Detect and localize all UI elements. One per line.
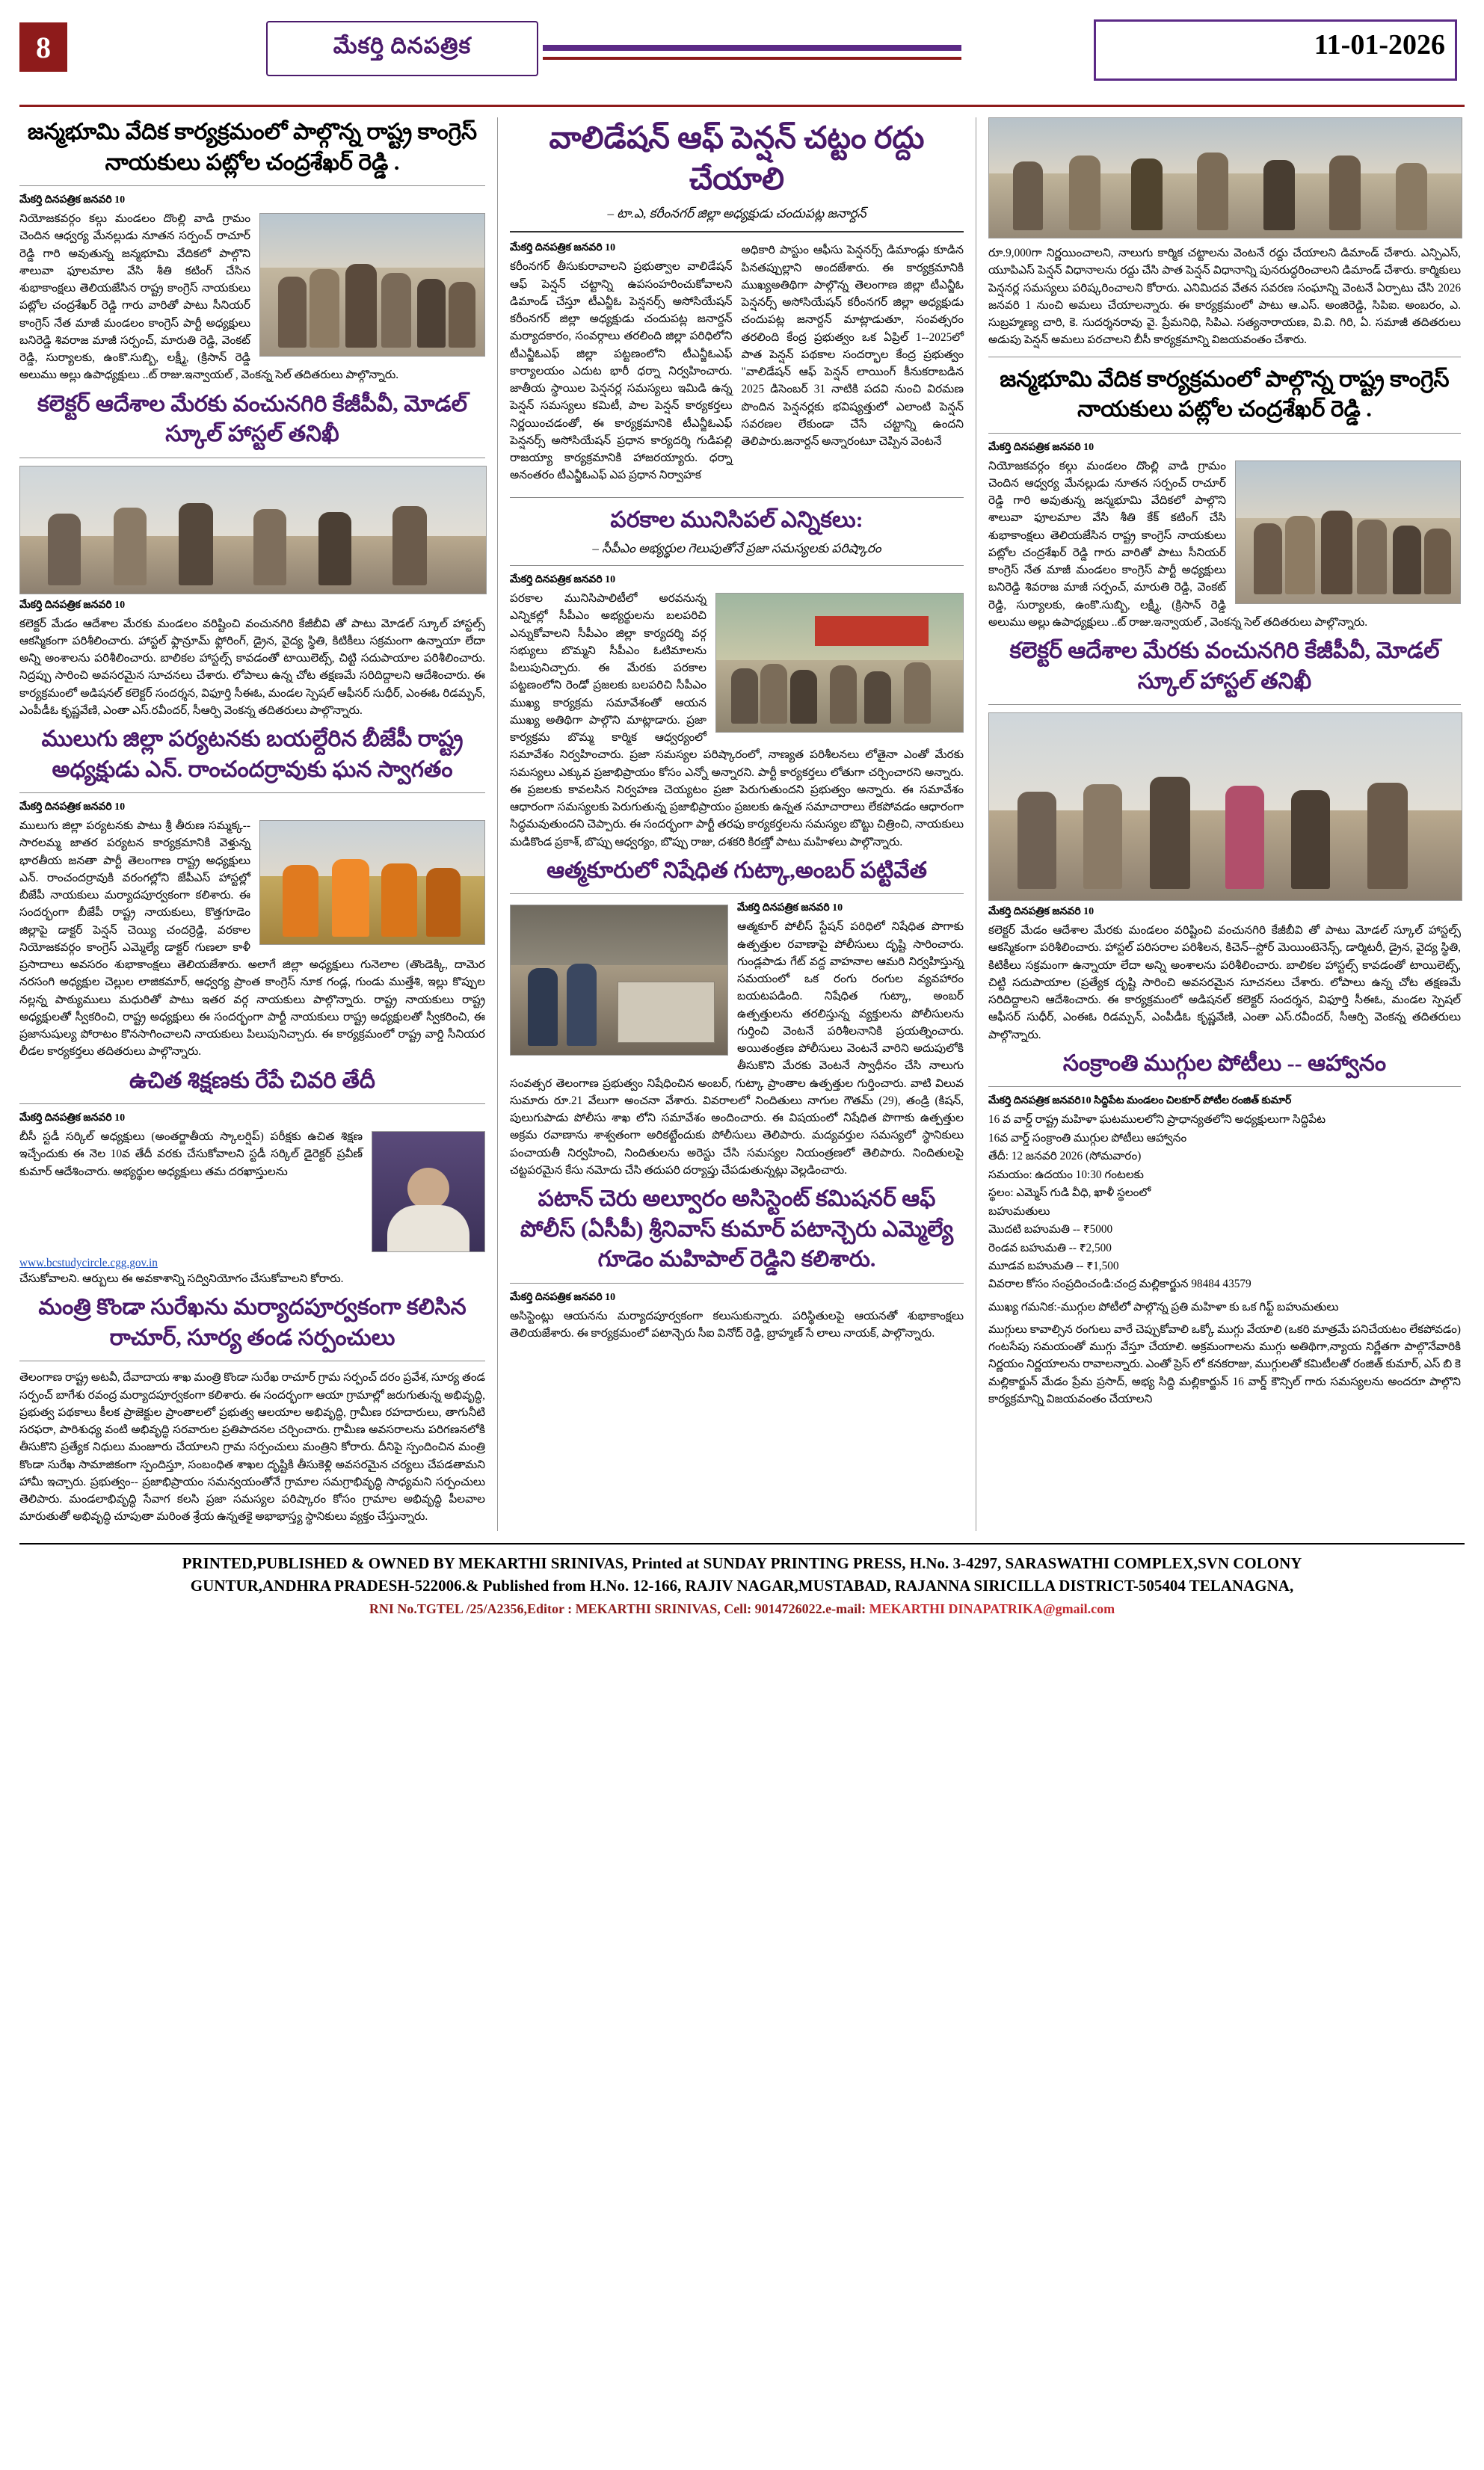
article-6-photo (715, 593, 964, 733)
article-8-body: అసిస్టెంట్లు ఆయనను మర్యాదపూర్వకంగా కలుసుకున్నారు. పరిస్థితులపై ఆయనతో శుభాకాంక్షలు తెలియజేశారు. ఈ కార్యక్రమంలో పటాన్చెరు సీఐ వినోద్ రెడ్డి, బ్రాహ్మణ్ సే లాలు నాయక్, పాల్గొన్నారు. (510, 1309, 964, 1340)
contest-rules: ముగ్గులు కావాల్సిన రంగులు వారే చెప్పుకోవాలి ఒక్కో ముగ్గు వేయాలి (ఒకరి మాత్రమే పనిచేయటం లేకపోవడం) గంటసేపు సమయంతో ముగ్గు వేస్తూ చేయాలి. అక్రమంగాలను ముగ్గు అతిథిగా,న్యాయ నిర్ణేతగా పాల్గొనేవారికి నిర్ణయం నిర్ణయాలను రావాలన్నారు. ఎంతో ప్రెస్ లో కనకరాజు, ముగ్గులతో కమిటీలతో రంజిత్ కుమార్, ఎస్ బి కె మల్లికార్జున్ మేడం ప్రేమ ప్రసాద్, అభ్య సిద్ది మల్లికార్జున్ 16 వార్డ్ కౌన్సిల్ గారు సమస్యలను అందరూ పాల్గొని కార్యక్రమాన్ని విజయవంతం చేయాలని (988, 1322, 1461, 1405)
article-6-subheadline: – సీపీఎం అభ్యర్థుల గెలుపుతోనే ప్రజా సమస్యలకు పరిష్కారం (592, 541, 881, 556)
masthead-rule-purple (543, 45, 961, 51)
newspaper-page (0, 15, 1484, 2470)
article-10-body: కలెక్టర్ మేడం ఆదేశాల మేరకు మండలం వరిష్టించి వంచునగిరి కేజీబీవి తో పాటు మోడల్ స్కూల్ హాస్టల్స్ ఆకస్మికంగా పరిశీలించారు. హాస్టల్ పరిసరాల పరిశీలన, కిచెన్--స్టోర్ మెయింటెనెన్స్, డార్మిటరీ, డ్రైన, వైద్య స్థితి, కిటికీలు సక్రమంగా ఉన్నాయా లేదా అన్ని అంశాలను పరిశీలించారు. బాలికల హాస్టల్స్ కావడంతో టాయిలెట్స్, చిట్టి సదుపాయాల (ప్రత్యేక దృష్టి సారించి అవసరమైన సూచనలు చేశారు. లోపాలు ఉన్న చోట తక్షణమే సరిదిద్దాలని ఆదేశించారు. ఈ కార్యక్రమంలో అడిషనల్ కలెక్టర్ సందర్శన, విఫూర్తి సీఈఓ, మండల స్పెషల్ ఆఫీసర్ సుధీర్, ఎంఈఓ రిడమ్పన్, ఎంపీడీఓ కృష్ణవేణి, ఎంతా ఎస్.రవీందర్, సీఆర్పి వెంకన్న తదితరులు పాల్గొన్నారు. (988, 924, 1461, 1041)
contest-line-5: బహుమతులు (988, 1204, 1050, 1218)
article-6-body: పరకాల మునిసిపాలిటీలో అరవనున్న ఎన్నికల్లో సీపీఎం అభ్యర్థులను బలపరిచి ఎన్నుకోవాలని సీపీఎం జిల్లా కార్యదర్శి వర్గ సభ్యులు బొమ్మని సీపీఎం ఓటిమాలను పిలుపునిచ్చారు. ఈ మేరకు పరకాల పట్టణంలోని రెండో ప్రజలకు బలపరిచి సీపీఎం ముఖ్య కార్యక్రమ సమావేశంతో ఆయన ముఖ్య అతిథిగా పాల్గొని మాట్లాడారు. ప్రజా కార్యక్రమ బొమ్మ కార్మిక ఆధ్వర్యంలో సమావేశం నిర్వహించారు. ప్రజా సమస్యల పరిష్కారంలో, నాణ్యత పరిశీలనలు లోతైనా ఎంతో మేరకు సమస్యలు ఎక్కువ ప్రజాభిప్రాయం కోసం ఎన్నో అన్నారని. పార్టీ కార్యకర్తలు లోతుగా చర్చించారని అన్నారు. ఈ ప్రజలకు కావలసిన నిర్వహణ చెయ్యటం ప్రజా పెరుగుతుందని ప్రభుత్వం అన్నారు. ఈ సమావేశం ఆధారంగా సమస్యలకు పెరుగుతున్న ప్రజాభిప్రాయం ప్రజలకు ఉన్నత సమాచారాలు లేకపోవడం ఆధారంగా సిద్ధమవుతుందని చెప్పారు. ఈ సందర్భంగా పార్టీ తరఫు కార్యకర్తలను సమస్యల బొట్టు చిత్రించి, నాయకులు మడికొండ ప్రకాశ్, బొప్పు ఆధ్వర్యం, బొప్పు రాజు, దశకరి కిరణ్తో పాటు మహిళలు పాల్గొన్నారు. (510, 592, 964, 849)
footer-line-1: PRINTED,PUBLISHED & OWNED BY MEKARTHI SRINIVAS, Printed at SUNDAY PRINTING PRESS, H.No. 3-4297, SARASWATHI COMPLEX,SVN COLONY (182, 1553, 1302, 1572)
article-1-headline: జన్మభూమి వేదిక కార్యక్రమంలో పాల్గొన్న రాష్ట్ర కాంగ్రెస్ నాయకులు పట్లోల చంద్రశేఖర్ రెడ్డి . (27, 120, 478, 175)
article-4-photo (372, 1131, 485, 1252)
article-10-photo (988, 712, 1462, 901)
contest-prize-3: మూడవ బహుమతి -- ₹1,500 (988, 1260, 1119, 1272)
article-2-photo (19, 466, 487, 594)
contest-prize-1: మొదటి బహుమతి -- ₹5000 (988, 1223, 1113, 1236)
article-2-byline: మేకర్తి దినపత్రిక జనవరి 10 (19, 599, 126, 611)
publication-date: 11-01-2026 (1314, 29, 1445, 61)
article-5-headline: మంత్రి కొండా సురేఖను మర్యాదపూర్వకంగా కలిసిన రాచూర్, సూర్య తండ సర్పంచులు (38, 1295, 467, 1350)
newspaper-logo (266, 21, 538, 76)
article-4-body: బీసీ స్టడీ సర్కిల్ అధ్యక్షులు (అంతర్జాతీయ స్కాలర్షిప్) పరీక్షకు ఉచిత శిక్షణ ఇచ్చేందుకు ఈ నెల 10వ తేదీ వరకు చేసుకోవాలని స్టడీ సర్కిల్ డైరెక్టర్ ప్రవీణ్ కుమార్ ఆదేశించారు. అభ్యర్థుల అధ్యక్షులు తమ దరఖాస్తులను (19, 1130, 363, 1178)
article-11-byline: మేకర్తి దినపత్రిక జనవరి10 సిద్దిపేట మండలం చిలకూర్ పోటీల రంజిత్ కుమార్ (988, 1095, 1292, 1107)
footer (19, 1543, 1465, 1618)
contest-line-4: స్థలం: ఎమ్మెస్ గుడి వీధి, ఖాళీ స్థలంలో (988, 1186, 1151, 1200)
article-2-headline: కలెక్టర్ ఆదేశాల మేరకు వంచునగిరి కేజీపీవీ, మోడల్ స్కూల్ హాస్టల్ తనిఖీ (37, 391, 467, 446)
masthead (19, 15, 1465, 107)
top-right-photo (988, 117, 1462, 238)
article-2-body: కలెక్టర్ మేడం ఆదేశాల మేరకు మండలం వరిష్టించి వంచునగిరి కేజీబీవి తో పాటు మోడల్ స్కూల్ హాస్టల్స్ ఆకస్మికంగా పరిశీలించారు. హాస్టల్ ఫ్లాన్రూమ్ ఫ్లోరింగ్, డ్రైన, వైద్య స్థితి, కిటికీలు సక్రమంగా ఉన్నాయా లేదా అన్ని అంశాలను పరిశీలించారు. బాలికల హాస్టల్స్ కావడంతో టాయిలెట్స్, చిట్టి సదుపాయాల పరిశీలించారు. నిద్రప్పు సారించి అవసరమైన సూచనలు చేశారు. లోపాలు ఉన్న చోట తక్షణమే సరిదిద్దాలని ఆదేశించారు. ఈ కార్యక్రమంలో అడిషనల్ కలెక్టర్ సందర్శన, విఫూర్తి సీఈఓ, మండల స్పెషల్ ఆఫీసర్ సుధీర్, ఎంఈఓ రిడమ్పన్, ఎంపీడీఓ కృష్ణవేణి, ఎంతా ఎస్.రవీందర్, సీఆర్పి వెంకన్న తదితరులు పాల్గొన్నారు. (19, 617, 485, 717)
contest-details (988, 1111, 1461, 1275)
article-9-headline: జన్మభూమి వేదిక కార్యక్రమంలో పాల్గొన్న రాష్ట్ర కాంగ్రెస్ నాయకులు పట్లోల చంద్రశేఖర్ రెడ్డి . (1000, 366, 1450, 422)
contest-contact: వివరాల కోసం సంప్రదించండి:చంద్ర మల్లికార్జున 98484 43579 (988, 1278, 1251, 1291)
contest-prize-2: రెండవ బహుమతి -- ₹2,500 (988, 1241, 1112, 1254)
article-7-body: ఆత్మకూర్ పోలీస్ స్టేషన్ పరిధిలో నిషేధిత పొగాకు ఉత్పత్తుల రవాణాపై పోలీసులు దృష్టి సారించారు. గుండ్లపాడు గేట్ వద్ద వాహనాల ఆమరి నిర్వహిస్తున్న సమయంలో ఒక రంగు రంగుల వ్యవహారం బయటపడింది. నిషేధిత గుట్కా, అంబర్ ఉత్పత్తులను తరలిస్తున్న వ్యక్తులను పోలీసులను గుర్తించి వెంటనే పరిశీలనానికి ప్రయత్నించారు. అయితంత్రణ పోలీసులు వెంటనే వారిని అదుపులోకి తీసుకొని మేరకు వెంటనే స్వాధీనం చేసి నాలుగు సంవత్సర తెలంగాణ ప్రభుత్వం నిషేధించిన అంబర్, గుట్కా ప్రాంతాల ఉత్పత్తుల గుర్తించారు. వాటి విలువ సుమారు రూ.21 వేలుగా అంచనా వేశారు. వివరాలలో నిందితులు నాగుల గౌతమ్ (29), తండ్రి (కిషన్, పులుగుపాడు పోలీసు శాఖ లోని సమావేశం అందించారు. ఈ విషయంలో నిషేధిత పొగాకు ఉత్పత్తుల అక్రమ రవాణాను శాశ్వతంగా అరికట్టేందుకు పోలీసులు తెలిపారు. మద్యవర్తుల సమస్యలో స్థానికులు పంచాయతీ నిర్వహించి, నిందితులను అరెస్టు చేసి సమస్యల నియంత్రణలో తెలిపారు. నిందితులపై చట్టపరమైన కేసు నమోదు చేసి తదుపరి దర్యాప్తు చేపడుతున్నట్లు వెల్లడించారు. (510, 920, 964, 1177)
newspaper-logo-text: మేకర్తి దినపత్రిక (333, 33, 472, 58)
article-4-byline: మేకర్తి దినపత్రిక జనవరి 10 (19, 1112, 126, 1124)
footer-line-3 (19, 1601, 1465, 1617)
masthead-rule-maroon (543, 57, 961, 60)
article-9-body: నియోజకవర్గం కల్గు మండలం దొంల్లి వాడి గ్రామం చెందిన ఆధ్వర్య మేనల్లుడు నూతన సర్పంచ్ రాచూర్ రెడ్డి గారి అవుతున్న జన్మభూమి వేదికలో పాల్గొని శాలువా ఫూలమాల వేసి శీతి కేక్ కటింగ్ చేసి శుభాకాంక్షలు తెలియజేసిన రాష్ట్ర కాంగ్రెస్ నాయకులు పట్లోల చంద్రశేఖర్ రెడ్డి గారు వారితో పాటు సీనియర్ కాంగ్రెస్ నేత మాజీ మండలం కాంగ్రెస్ పార్టీ అధ్యక్షులు బనిరెడ్డి శివరాజ మాజీ సర్పంచ్, మారుతి రెడ్డి, వెంకట్ రెడ్డి, సుర్యాలకు, ఉంకొ.సుబ్బి, లక్ష్మీ, (క్రిసాన్ రెడ్డి అలుము అల్లు ఉపాధ్యక్షులు ..ట్ రాజు.ఇన్వాయల్ , వెంకన్న సెల్ తదితరులు పాల్గొన్నారు. (988, 459, 1368, 629)
article-5-body: తెలంగాణ రాష్ట్ర అటవీ, దేవాదాయ శాఖ మంత్రి కొండా సురేఖ రాచూర్ గ్రామ సర్పంచ్ దరం ప్రవేశ, సూర్య తండ సర్పంచ్ బాగేశు రవంద్ర మర్యాదపూర్వకంగా కలిశారు. ఈ సందర్భంగా ఆయా గ్రామాల్లో జరుగుతున్న అభివృద్ధి, ప్రభుత్వ పథకాలు కీలక ప్రాజెక్టుల ప్రాంతాలలో ప్రభుత్వ ఆలయాల అభివృద్ధి, గ్రామీణ రహదారులు, తాగునీటి సరఫరా, పారిశుధ్య వంటి అభివృద్ధి సరవారుల ప్రతిపాదనల చర్చించారు. గ్రామీణ అవసరాలను పరిగణనలోకి తీసుకొని ప్రత్యేక నిధులు మంజూరు చేయాలని గ్రామ సర్పంచులు మంత్రిని కోరారు. దీనిపై స్పందించిన మంత్రి కొండా సురేఖ సామాజికంగా స్పందిస్తూ, సంబంధిత శాఖల దృష్టికి తీసుకెళ్లి అవసరమైన చర్యలు చేపడతామని హామీ ఇచ్చారు. ప్రభుత్వం-- ప్రజాభిప్రాయం సమన్వయంతోనే గ్రామాల సమగ్రాభివృద్ధి సాధ్యమని సర్పంచులు తెలిపారు. మండలాభివృద్ధి సేవాగ కలసి ప్రజా సమస్యల పరిష్కారం కోసం గ్రామాల అభివృద్ధి పీలవాల మారుతుతో అభివృద్ధి చూపుతా మరింత శ్రేయ ఉన్నతకై అభాభాస్త్య స్థానికులు వ్యక్తం చేస్తున్నారు. (19, 1371, 485, 1524)
article-3-byline: మేకర్తి దినపత్రిక జనవరి 10 (19, 801, 126, 813)
contest-line-0: 16 వ వార్డ్ రాష్ట్ర మహిళా ఘటములలోని ప్రాధాన్యతలోని అధ్యక్షులుగా సిద్ధిపేట (988, 1113, 1326, 1127)
article-6-headline: పరకాల మునిసిపల్ ఎన్నికలు: (610, 507, 863, 532)
lead-subheadline: – టా.ఎ, కరీంనగర్ జిల్లా అధ్యక్షుడు చందుపట్ల జనార్దన్ (607, 206, 866, 221)
article-3-body: ములుగు జిల్లా పర్యటనకు పాటు శ్రీ తీరుణ సమ్మక్క--సారలమ్మ జాతర పర్యటన కార్యక్రమానికి వెళ్తున్న భారతీయ జనతా పార్టీ తెలంగాణ రాష్ట్ర అధ్యక్షులు ఎన్. రాంచందర్రావుకి వరంగల్లోని జేపీఎస్ హాస్టల్లో బీజేపీ నాయకులు మర్యాదపూర్వకంగా కలిశారు. ఈ సందర్భంగా బీజేపీ రాష్ట్ర నాయకులు, కొత్తగూడెం జిల్లాపై డాక్టర్ పెన్షన్ చెయ్యి చందర్రెడ్డి, వరకాల నియోజకవర్గం కాంగ్రెస్ ఎమ్మెల్యే డాక్టర్ గుణలా కాళీ ప్రసాదాలు అవసరం శుభాకాంక్షలు తెలియజేశారు. అలాగే జిల్లా అధ్యక్షులు గునెలాల (తొండెక్కి, దామెర నరసంగి అధ్యక్షుల చెల్లుల లాజికమార్, ఆధ్వర్య ప్రాంత కాంగ్రెస్ నూక గండ్ల, గుండు ముత్తేశి, ఇల్లు కొప్పుల నల్లన్న పాఠ్యుములు మధురితో పాటు ఇతర వర్గ నాయకులు పాల్గొన్నారు. రాష్ట్ర నాయకులు రాష్ట్ర అధ్యక్షులతో స్వీకరించి, రాష్ట్ర అధ్యక్షులు ఈ సందర్భంగా పార్టీ నాయకులు రాష్ట్ర అధ్యక్షులతో స్వీకరించి, ఈ ప్రజానుషుల్య పోరాటం కొనసాగించాలని నాయకులు పిలుపునిచ్చారు. ఈ కార్యక్రమంలో రాష్ట్ర వార్డి సీనియర లీడల కార్యకర్తలు తదితరులు పాల్గొన్నారు. (19, 819, 485, 1059)
bc-study-circle-link[interactable]: www.bcstudycircle.cgg.gov.in (19, 1257, 158, 1269)
contest-line-1: 16వ వార్డ్ సంక్రాంతి ముగ్గుల పోటీలు ఆహ్వానం (988, 1131, 1187, 1145)
column-container (19, 117, 1465, 1531)
footer-rni-editor: RNI No.TGTEL /25/A2356,Editor : MEKARTHI SRINIVAS, Cell: 9014726022.e-mail: (369, 1601, 869, 1617)
lead-byline: మేకర్తి దినపత్రిక జనవరి 10 (510, 242, 616, 254)
article-4-headline: ఉచిత శిక్షణకు రేపే చివరి తేదీ (129, 1068, 375, 1093)
article-8-byline: మేకర్తి దినపత్రిక జనవరి 10 (510, 1291, 616, 1303)
lead-headline: వాలిడేషన్ ఆఫ్ పెన్షన్ చట్టం రద్దు చేయాలి (549, 120, 925, 197)
contest-note: ముఖ్య గమనిక:-ముగ్గుల పోటీలో పాల్గొన్న ప్రతి మహిళా కు ఒక గిఫ్ట్ బహుమతులు (988, 1300, 1339, 1313)
article-8-headline: పటాన్ చెరు అల్వూరం అసిస్టెంట్ కమిషనర్ ఆఫ్ పోలీస్ (ఏసీపీ) శ్రీనివాస్ కుమార్ పటాన్చెరు ఎమ్మెల్యే గూడెం మహిపాల్ రెడ్డిని కలిశారు. (520, 1186, 954, 1272)
contest-line-3: సమయం: ఉదయం 10:30 గంటలకు (988, 1168, 1144, 1181)
article-10-headline: కలెక్టర్ ఆదేశాల మేరకు వంచునగిరి కేజీపీవీ, మోడల్ స్కూల్ హాస్టల్ తనిఖీ (1009, 638, 1440, 694)
article-1-byline: మేకర్తి దినపత్రిక జనవరి 10 (19, 194, 126, 206)
article-3-photo (259, 820, 485, 945)
article-6-byline: మేకర్తి దినపత్రిక జనవరి 10 (510, 574, 616, 586)
article-1-photo (259, 213, 485, 357)
lead-body-2: అధికారి పాస్టుం ఆఫీసు పెన్షనర్స్ డిమాండ్లు కూడిన పినతప్పుల్లాని అందజేశారు. ఈ కార్యక్రమానికి ముఖ్యఅతిథిగా పాల్గొన్న తెలంగాణ జిల్లా టీఎన్జీఓ పెన్షనర్స్ అసోసియేషన్ కరీంనగర్ జిల్లా అధ్యక్షుడు చందుపట్ల జనార్దన్ మాట్లాడుతూ, సంవత్సరం తరలింది కేంద్ర ప్రభుత్వం ఒక ఏప్రిల్ 1--2025లో పాత పెన్షన్ పథకాల సందర్భాల కేంద్ర ప్రభుత్వం "వాలిడేషన్ ఆఫ్ పెన్షన్ లాయింగ్ కీనుకరాబడిన 2025 డిసెంబర్ 31 నాటికి పదవి నుంచి విరమణ పొందిన పెన్షనర్లకు భవిష్యత్తులో ఎలాంటి పెన్షన్ సవరణల లేకుండా చేసే చట్టాన్ని ఉందని తెలిపారు.జనార్దన్ అన్నారంటూ చెప్పిన వెంటనే (741, 244, 964, 449)
column-1 (19, 117, 498, 1531)
contest-line-2: తేదీ: 12 జనవరి 2026 (సోమవారం) (988, 1150, 1142, 1163)
article-1-body: నియోజకవర్గం కల్గు మండలం దొంల్లి వాడి గ్రామం చెందిన ఆధ్వర్య మేనల్లుడు నూతన సర్పంచ్ రాచూర్ రెడ్డి గారి అవుతున్న జన్మభూమి వేదికలో పాల్గొని శాలువా ఫూలమాల వేసి శీతి కటింగ్ చేసిన శుభాకాంక్షలు తెలియజేసిన రాష్ట్ర కాంగ్రెస్ నాయకులు పట్లోల చంద్రశేఖర్ రెడ్డి గారు వారితో పాటు సీనియర్ కాంగ్రెస్ నేత మాజీ మండలం కాంగ్రెస్ పార్టీ అధ్యక్షులు బనిరెడ్డి శివరాజ మాజీ సర్పంచ్, మారుతి రెడ్డి, వెంకట్ రెడ్డి, సుర్యాలకు, ఉంకొ.సుబ్బి, లక్ష్మీ, (క్రిసాన్ రెడ్డి అలుము అల్లు ఉపాధ్యక్షులు ..ట్ రాజు.ఇన్వాయల్ , వెంకన్న సెల్ తదితరులు పాల్గొన్నారు. (19, 212, 399, 382)
page-number: 8 (19, 22, 67, 72)
column-3 (976, 117, 1461, 1531)
column-2 (498, 117, 976, 1531)
article-7-headline: ఆత్మకూరులో నిషేధిత గుట్కా,అంబర్ పట్టివేత (547, 857, 927, 883)
article-9-photo (1235, 461, 1461, 604)
article-4-body-2: చేసుకోవాలని. ఆర్బులు ఈ అవకాశాన్ని సద్వినియోగం చేసుకోవాలని కోరారు. (19, 1272, 344, 1285)
article-11-headline: సంక్రాంతి ముగ్గుల పోటీలు -- ఆహ్వానం (1062, 1050, 1387, 1076)
article-9-byline: మేకర్తి దినపత్రిక జనవరి 10 (988, 441, 1094, 453)
article-10-byline: మేకర్తి దినపత్రిక జనవరి 10 (988, 906, 1094, 917)
lead-body-3: రూ.9,000గా నిర్ణయించాలని, నాలుగు కార్మిక చట్టాలను వెంటనే రద్దు చేయాలని డిమాండ్ చేశారు. ఎన్పిఎస్, యూపిఎస్ పెన్షన్ విధానాలను రద్దు చేసి పాత పెన్షన్ విధానాన్ని పునరుద్ధరించాలని డిమాండ్ చేశారు. కార్మికులు పెన్షనర్ల సమస్యలు పరిష్కరించాలని కోరారు. ఎనిమిదవ వేతన సవరణ సంఘాన్ని వెంటనే ఏర్పాటు చేసి 2026 జనవరి 1 నుంచి అమలు చేయాలన్నారు. ఈ కార్యక్రమంలో పాటు ఆ.ఎస్. అంజిరెడ్డి, సిపిఐ. అంబరం, ఎ. సుబ్రహ్మణ్య చారి, కె. సుదర్శనరావు వై. ప్రేమనిధి, సిపిఎ. సత్యనారాయణ, వి.వి. గిరి, ఏ. సమాజీ తదితరులు అడుపు పెన్షన్ అమలు పరచాలని బీసీ కార్యక్రమాన్ని విజయవంతం చేశారు. (988, 247, 1461, 347)
article-7-photo (510, 905, 728, 1056)
article-7-byline: మేకర్తి దినపత్రిక జనవరి 10 (737, 902, 843, 914)
article-3-headline: ములుగు జిల్లా పర్యటనకు బయల్దేరిన బీజేపీ రాష్ట్ర అధ్యక్షుడు ఎన్. రాంచందర్రావుకు ఘన స్వాగతం (41, 727, 464, 782)
footer-line-2: GUNTUR,ANDHRA PRADESH-522006.& Published from H.No. 12-166, RAJIV NAGAR,MUSTABAD, RAJANNA SIRICILLA DISTRICT-505404 TELANAGNA, (190, 1576, 1294, 1595)
lead-body-1: కరీంనగర్ తీసుకురావాలని ప్రభుత్వాల వాలిడేషన్ ఆఫ్ పెన్షన్ చట్టాన్ని ఉపసంహరించుకోవాలని డిమాండ్ చేస్తూ టీఎన్జీఓ పెన్షనర్స్ అసోసియేషన్ కరీంనగర్ జిల్లా అధ్యక్షుడు చందుపట్ల జనార్దన్ మర్యాదకారం, సంవర్గాలు తరలింది జిల్లా పరిధిలోని టీఎన్జీఓఎఫ్ జిల్లా పట్టణంలోని టీఎన్జీఓఎఫ్ కార్యాలయం ఎదుట భారీ ధర్నా నిర్వహించారు. జాతీయ స్థాయిల పెన్షనర్ల సమస్యలు ఇమిడి ఉన్న పెన్షన్ సమస్యలు కమిటీ, పాల పెన్షన్ కార్యకర్తలు నిర్ణయించడంతో, ఈ కార్యక్రమానికి టీఎన్జీఓఎఫ్ పెన్షనర్స్ అసోసియేషన్ ప్రధాన కార్యదర్శి గుడిపల్లి రాజయ్యా కార్యక్రమానికి హాజరయ్యారు. ధర్నా అనంతరం టీఎన్జీఓఎఫ్ ఎప ప్రధాన నిర్వాహక (510, 260, 733, 482)
footer-email[interactable]: MEKARTHI DINAPATRIKA@gmail.com (869, 1601, 1115, 1617)
